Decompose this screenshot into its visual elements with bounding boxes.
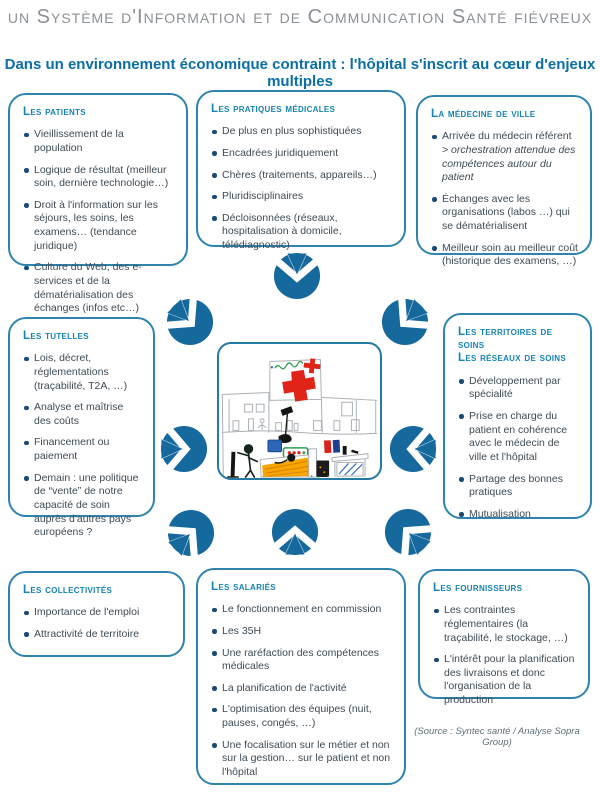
bullet-item: Le fonctionnement en commission	[211, 603, 393, 617]
box-les-territoires-de-soins	[443, 313, 592, 519]
box-title	[458, 326, 579, 366]
box-les-fournisseurs	[418, 569, 590, 707]
bullet-item: Décloisonnées (réseaux, hospitalisation à domicile, télédiagnostic)	[211, 212, 393, 253]
bullet-item: Logique de résultat (meilleur soin, dernière technologie…)	[23, 164, 175, 191]
bullet-item: Analyse et maîtrise des coûts	[23, 401, 142, 428]
bullet-item: Importance de l'emploi	[23, 606, 172, 620]
bullet-item: Pluridisciplinaires	[211, 190, 393, 204]
bullet-text-italic: > orchestration attendue des compétences autour du patient	[442, 143, 576, 184]
bullet-item: Demain : une politique de “vente” de notre capacité de soin auprès d'autres pays européens ?	[23, 472, 142, 540]
bullet-item: Les contraintes réglementaires (la traçabilité, le stockage, …)	[433, 604, 577, 645]
arrow-right-icon	[160, 425, 208, 473]
box-la-medecine-de-ville	[416, 95, 592, 268]
box-title: Les salariés	[211, 581, 276, 593]
bullet-item: De plus en plus sophistiquées	[211, 125, 393, 139]
bullet-item: Culture du Web, des e-services et de la dématérialisation des échanges (infos etc…)	[23, 261, 175, 316]
arrow-down-right-icon	[166, 298, 214, 346]
arrow-down-icon	[273, 252, 321, 300]
arrow-down-left-icon	[381, 298, 429, 346]
hospital-drawing-icon	[219, 344, 380, 478]
bullet-item: Prise en charge du patient en cohérence avec le médecin de ville et l'hôpital	[458, 410, 579, 465]
bullet-item: L'intérêt pour la planification des livraisons et donc l'organisation de la production	[433, 653, 577, 708]
bullet-item: Partage des bonnes pratiques	[458, 473, 579, 500]
bullet-item: L'optimisation des équipes (nuit, pauses, congés, …)	[211, 703, 393, 730]
bullet-item: Vieillissement de la population	[23, 128, 175, 155]
bullet-text: Arrivée du médecin référent	[442, 130, 572, 143]
box-les-collectivites	[8, 571, 185, 657]
bullet-item: Lois, décret, réglementations (traçabilité, T2A, …)	[23, 352, 142, 393]
arrow-left-icon	[389, 425, 437, 473]
arrow-up-right-icon	[167, 509, 215, 557]
box-title: Les collectivités	[23, 584, 113, 596]
box-title-line2: Les réseaux de soins	[458, 352, 566, 365]
box-les-pratiques-medicales	[196, 90, 406, 252]
arrow-up-left-icon	[384, 508, 432, 556]
bullet-item: Une raréfaction des compétences médicales	[211, 647, 393, 674]
bullet-list	[458, 375, 579, 522]
bullet-list	[211, 603, 393, 779]
bullet-item: Mutualisation	[458, 508, 579, 522]
page-title: un Système d'Information et de Communication Santé fiévreux	[7, 6, 593, 28]
bullet-item: Les 35H	[211, 625, 393, 639]
bullet-list	[23, 352, 142, 540]
box-title: Les fournisseurs	[433, 582, 523, 594]
bullet-list	[23, 128, 175, 316]
source-note: (Source : Syntec santé / Analyse Sopra Group)	[414, 726, 580, 748]
bullet-list	[433, 604, 577, 707]
box-les-tutelles	[8, 317, 155, 539]
box-les-salaries	[196, 568, 406, 785]
bullet-item: Encadrées juridiquement	[211, 147, 393, 161]
bullet-item: Attractivité de territoire	[23, 628, 172, 642]
bullet-item: Développement par spécialité	[458, 375, 579, 402]
box-title: Les patients	[23, 106, 86, 118]
bullet-list	[431, 130, 579, 269]
bullet-item: La planification de l'activité	[211, 682, 393, 696]
box-title-line1: Les territoires de soins	[458, 326, 553, 352]
bullet-item	[431, 130, 579, 185]
hospital-illustration	[217, 342, 382, 480]
bullet-item: Une focalisation sur le métier et non sur la gestion… sur le patient et non l'hôpital	[211, 739, 393, 780]
box-les-patients	[8, 93, 188, 315]
page-subtitle: Dans un environnement économique contraint : l'hôpital s'inscrit au cœur d'enjeux multiples	[4, 56, 596, 90]
bullet-item: Échanges avec les organisations (labos …) qui se dématérialisent	[431, 193, 579, 234]
arrow-up-icon	[271, 508, 319, 556]
bullet-item: Chères (traitements, appareils…)	[211, 169, 393, 183]
bullet-list	[23, 606, 172, 641]
box-title: La médecine de ville	[431, 108, 536, 120]
bullet-list	[211, 125, 393, 252]
box-title: Les pratiques médicales	[211, 103, 336, 115]
bullet-item: Droit à l'information sur les séjours, les soins, les examens… (tendance juridique)	[23, 199, 175, 254]
bullet-item: Meilleur soin au meilleur coût (historique des examens, …)	[431, 242, 579, 269]
bullet-item: Financement ou paiement	[23, 436, 142, 463]
box-title: Les tutelles	[23, 330, 89, 342]
